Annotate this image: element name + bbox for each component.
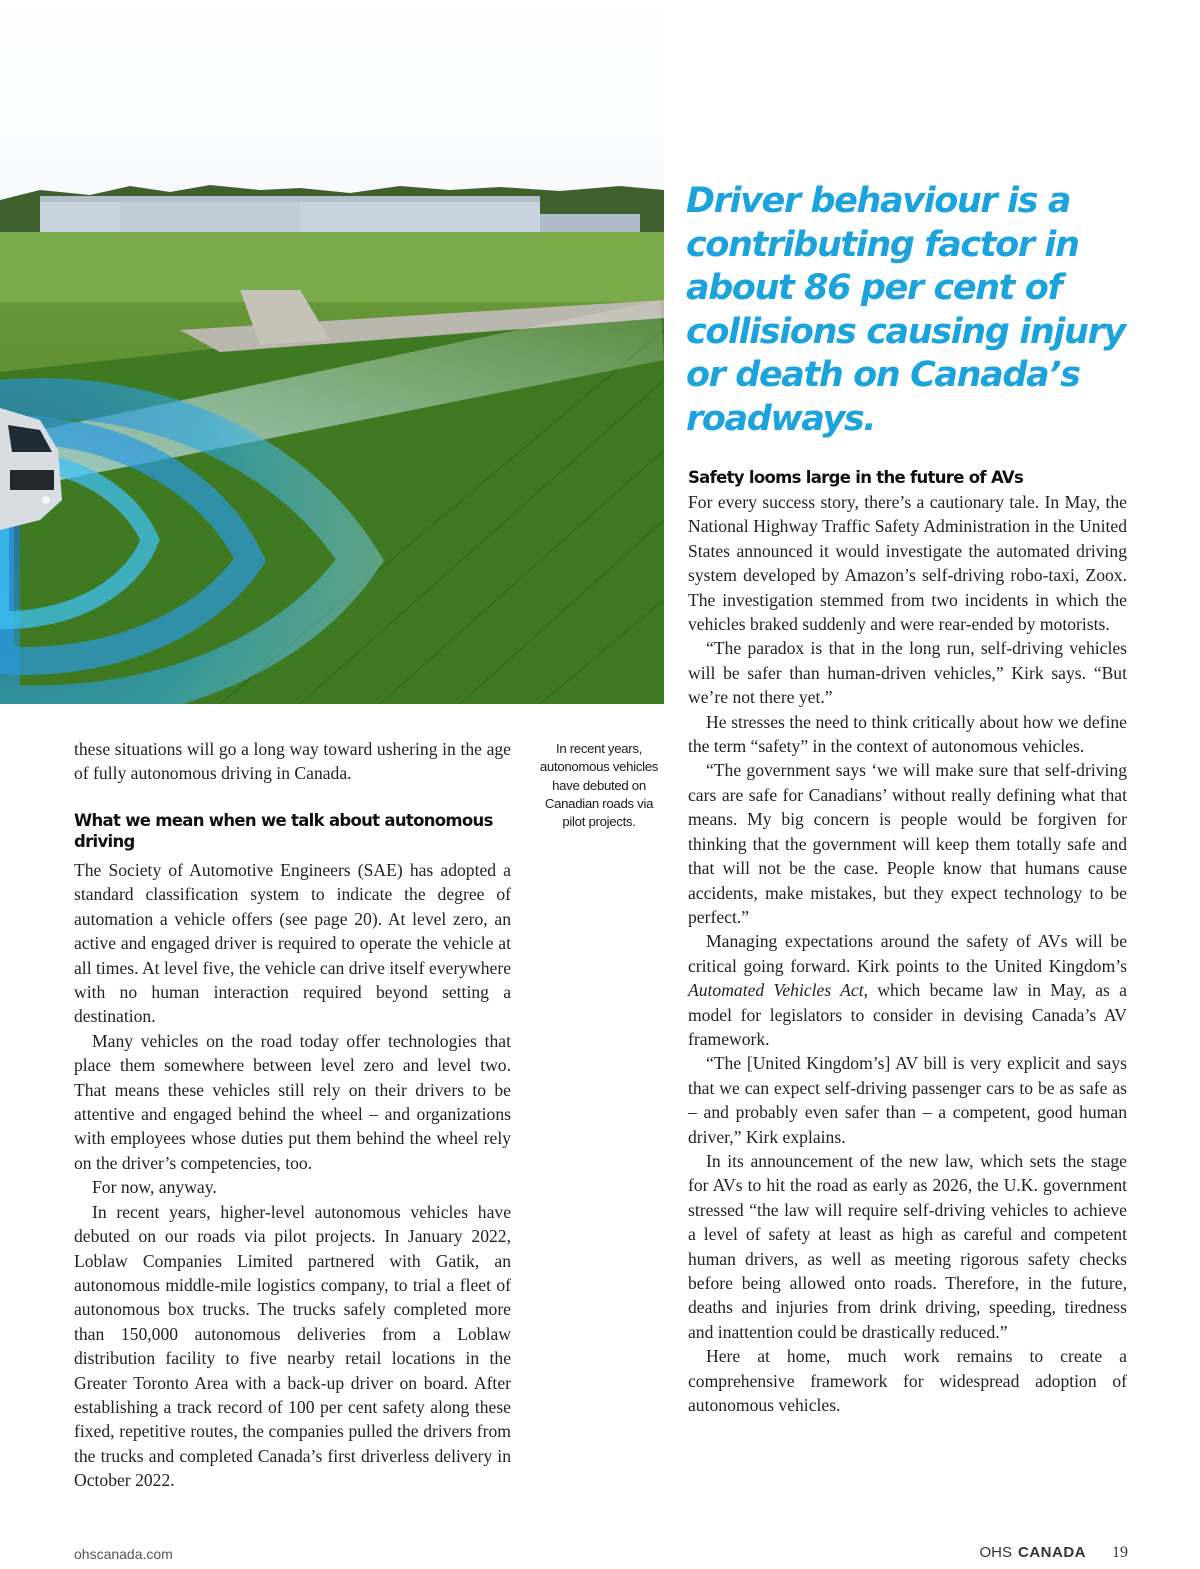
- intro-paragraph: these situations will go a long way toward ushering in the age of fully autonomous driving in Canada.: [74, 739, 511, 784]
- left-column-intro: [74, 737, 511, 786]
- paragraph-automated-vehicles-act: [688, 929, 1127, 1051]
- left-column-body: [74, 858, 511, 1493]
- paragraph: “The [United Kingdom’s] AV bill is very explicit and says that we can expect self-driving passenger cars to be as safe as – and probably even safer than – a competent, good human driver,” Kirk explains.: [688, 1053, 1127, 1147]
- paragraph: Many vehicles on the road today offer technologies that place them somewhere between level zero and level two. That means these vehicles still rely on their drivers to be attentive and engaged behind the wheel – and organizations with employees whose duties put them behind the wheel rely on the driver’s competencies, too.: [74, 1030, 511, 1173]
- footer-website: ohscanada.com: [74, 1546, 173, 1562]
- paragraph: “The paradox is that in the long run, self-driving vehicles will be safer than human-driven vehicles,” Kirk says. “But we’re not there yet.”: [688, 638, 1127, 708]
- paragraph: Here at home, much work remains to create a comprehensive framework for widespread adoption of autonomous vehicles.: [688, 1346, 1127, 1416]
- page-number: 19: [1112, 1544, 1128, 1561]
- hero-photo: [0, 0, 664, 704]
- text-run: , which became law in May, as a model for legislators to consider in devising Canada’s AV framework.: [688, 980, 1127, 1049]
- paragraph: For every success story, there’s a cautionary tale. In May, the National Highway Traffic Safety Administration in the United States announced it would investigate the automated driving system developed by Amazon’s self-driving robo-taxi, Zoox. The investigation stemmed from two incidents in which the vehicles braked suddenly and were rear-ended by motorists.: [688, 492, 1127, 635]
- paragraph: He stresses the need to think critically about how we define the term “safety” in the context of autonomous vehicles.: [688, 711, 1127, 757]
- right-column-body: [688, 490, 1127, 1417]
- pull-quote: Driver behaviour is a contributing factor in about 86 per cent of collisions causing injury or death on Canada’s roadways.: [686, 181, 1125, 439]
- paragraph: For now, anyway.: [92, 1177, 217, 1198]
- paragraph: “The government says ‘we will make sure that self-driving cars are safe for Canadians’ without really defining what that means. My big concern is people would be forgiven for thinking that the government will keep them totally safe and that will not be the case. People know that humans cause accidents, make mistakes, but they expect technology to be perfect.”: [688, 760, 1127, 927]
- text-run: Managing expectations around the safety of AVs will be critical going forward. Kirk points to the United Kingdom’s: [688, 931, 1127, 976]
- paragraph: In its announcement of the new law, which sets the stage for AVs to hit the road as early as 2026, the U.K. government stressed “the law will require self-driving vehicles to achieve a level of safety at least as high as careful and competent human drivers, as well as meeting rigorous safety checks before being allowed onto roads. Therefore, in the future, deaths and injuries from drink driving, speeding, tiredness and inattention could be drastically reduced.”: [688, 1150, 1127, 1342]
- act-title: Automated Vehicles Act: [688, 980, 864, 1001]
- section-heading-autonomous-driving: What we mean when we talk about autonomous driving: [74, 811, 493, 851]
- paragraph: The Society of Automotive Engineers (SAE) has adopted a standard classification system to indicate the degree of automation a vehicle offers (see page 20). At level zero, an active and engaged driver is required to operate the vehicle at all times. At level five, the vehicle can drive itself everywhere with no human interaction required beyond setting a destination.: [74, 860, 511, 1027]
- photo-caption: In recent years, autonomous vehicles have debuted on Canadian roads via pilot projects.: [539, 741, 659, 830]
- paragraph: In recent years, higher-level autonomous vehicles have debuted on our roads via pilot projects. In January 2022, Loblaw Companies Limited partnered with Gatik, an autonomous middle-mile logistics company, to trial a fleet of autonomous box trucks. The trucks safely completed more than 150,000 autonomous deliveries from a Loblaw distribution facility to five nearby retail locations in the Greater Toronto Area with a back-up driver on board. After establishing a track record of 100 per cent safety along these fixed, repetitive routes, the companies pulled the drivers from the trucks and completed Canada’s first driverless delivery in October 2022.: [74, 1201, 511, 1491]
- brand-ohs: OHS: [979, 1544, 1012, 1561]
- footer-brand: [979, 1544, 1128, 1562]
- section-heading-safety: Safety looms large in the future of AVs: [688, 468, 1024, 487]
- brand-canada: CANADA: [1018, 1544, 1086, 1561]
